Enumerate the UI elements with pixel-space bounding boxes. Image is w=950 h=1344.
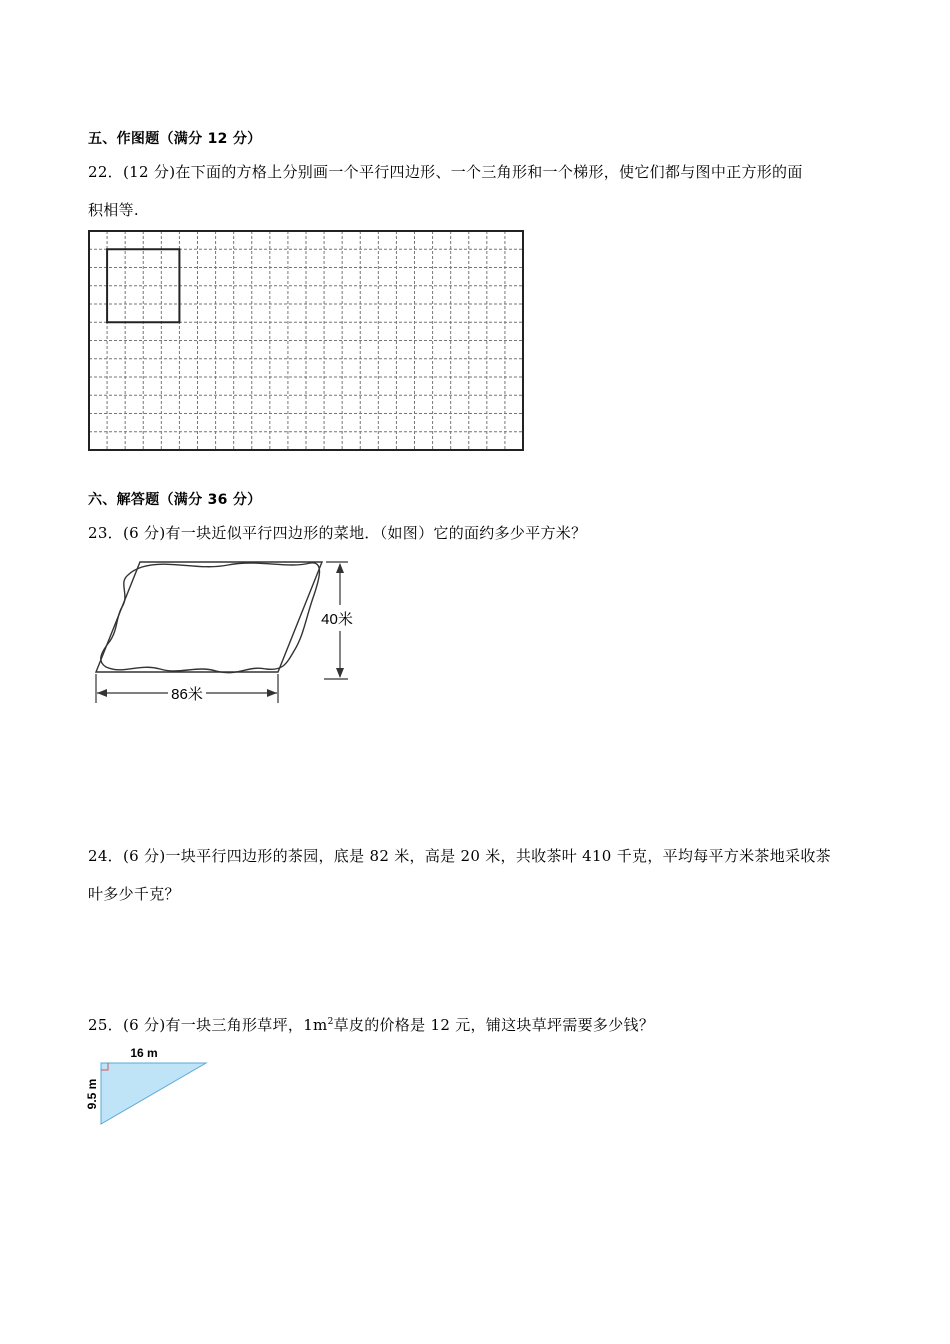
question-23-text: 23．(6 分)有一块近似平行四边形的菜地．（如图）它的面约多少平方米？ [88,524,587,542]
dotted-grid-figure [88,230,525,452]
section-5-heading: 五、作图题（满分 12 分） [88,131,262,147]
arrowhead-up-icon [336,563,344,573]
arrowhead-left-icon [97,689,107,697]
parallelogram-outline [96,562,322,672]
section-6-heading: 六、解答题（满分 36 分） [88,492,262,508]
arrowhead-down-icon [336,668,344,678]
question-25-superscript: 2 [327,1017,334,1027]
triangle-lawn-figure [84,1042,214,1132]
question-22-line-2: 积相等. [88,201,139,219]
question-24-line-1: 24．(6 分)一块平行四边形的茶园，底是 82 米，高是 20 米，共收茶叶 410 千克，平均每平方米茶地采收茶 [88,847,831,865]
question-25-text-after: 草皮的价格是 12 元，铺这块草坪需要多少钱？ [333,1016,655,1034]
right-triangle [101,1063,206,1124]
parallelogram-field-figure [88,555,368,710]
top-side-label: 16 m [130,1046,158,1060]
question-25-text [88,1014,654,1035]
question-22-line-1: 22．(12 分)在下面的方格上分别画一个平行四边形、一个三角形和一个梯形，使它们都与图中正方形的面 [88,163,803,181]
base-label: 86米 [171,686,203,703]
question-25-text-before: 25．(6 分)有一块三角形草坪，1m [88,1016,328,1034]
question-24-line-2: 叶多少千克？ [88,885,180,903]
left-side-label: 9.5 m [85,1078,99,1110]
arrowhead-right-icon [267,689,277,697]
height-label: 40米 [321,611,353,628]
